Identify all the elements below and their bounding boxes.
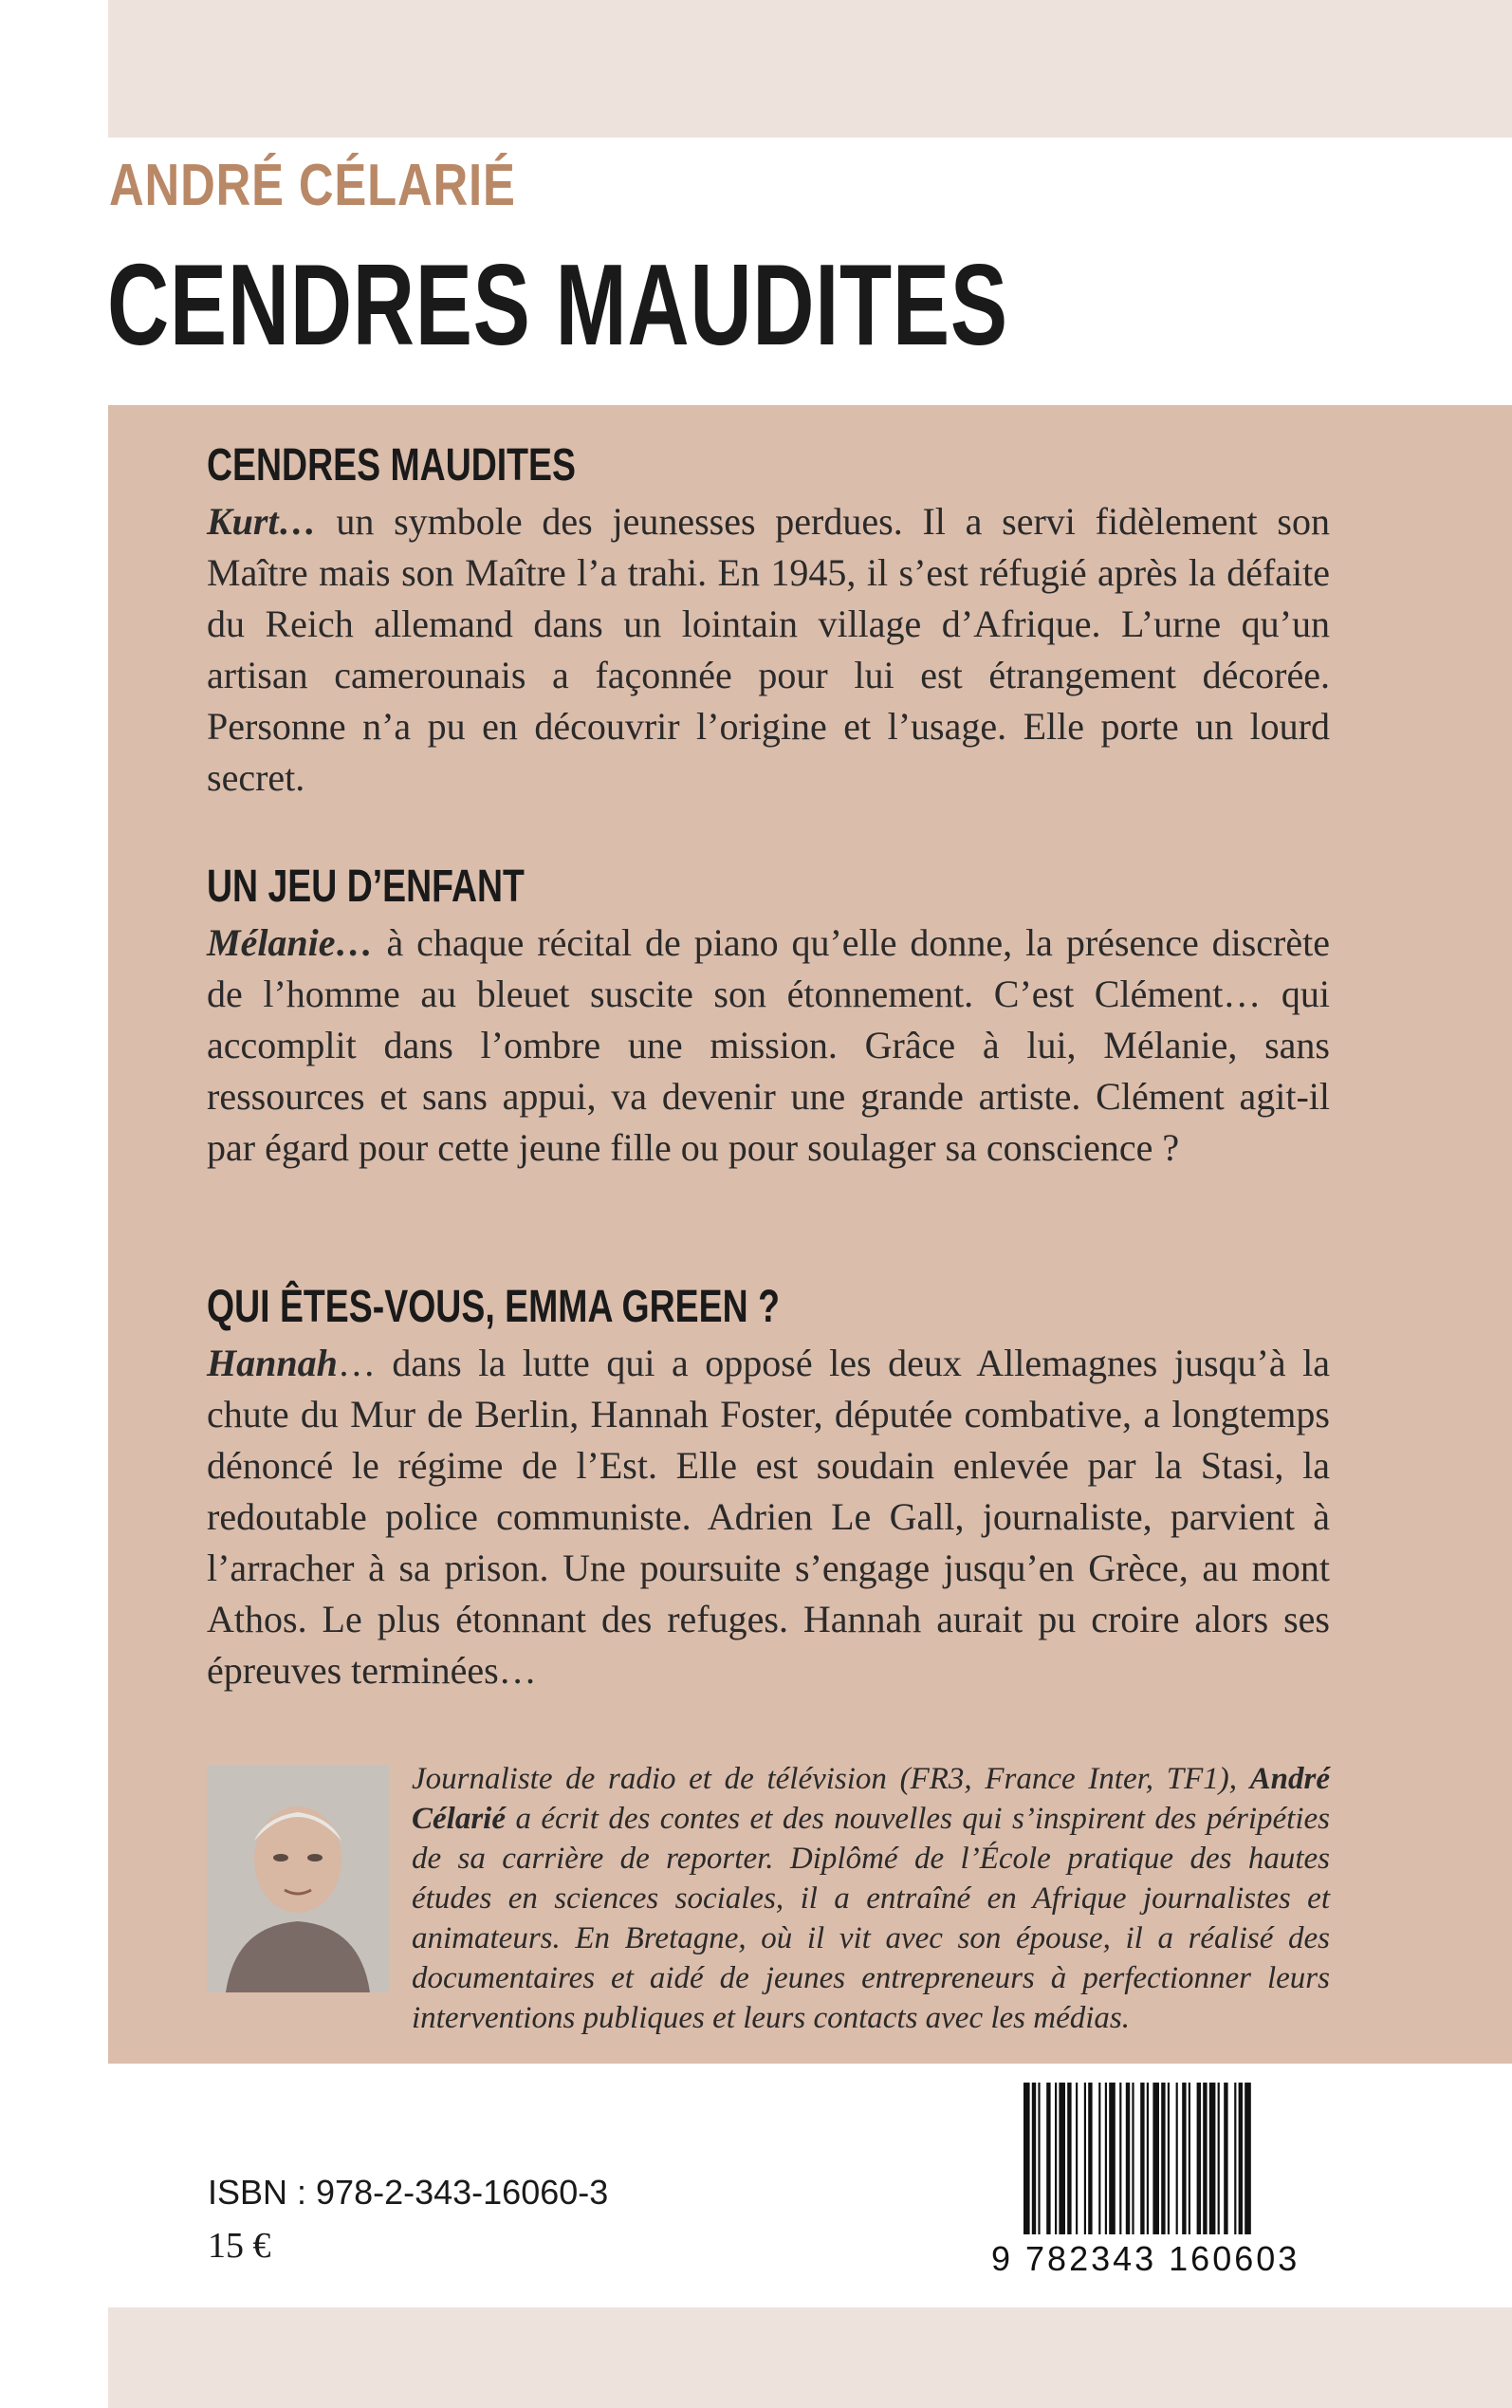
section-heading: UN JEU D’ENFANT	[207, 861, 525, 912]
section-text	[207, 917, 1330, 1174]
section-body: … dans la lutte qui a opposé les deux Allemagnes jusqu’à la chute du Mur de Berlin, Hannah Foster, députée combative, a longtemps dénoncé le régime de l’Est. Elle est soudain enlevée par la Stasi, la redoutable police communiste. Adrien Le Gall, journaliste, parvient à l’arracher à sa prison. Une poursuite s’engage jusqu’en Grèce, au mont Athos. Le plus étonnant des refuges. Hannah aurait pu croire alors ses épreuves terminées…	[207, 1342, 1330, 1692]
author-name: ANDRÉ CÉLARIÉ	[109, 153, 516, 218]
section-heading: QUI ÊTES-VOUS, EMMA GREEN ?	[207, 1282, 780, 1332]
section-body: un symbole des jeunesses perdues. Il a servi fidèlement son Maître mais son Maître l’a trahi. En 1945, il s’est réfugié après la défaite du Reich allemand dans un lointain village d’Afrique. L’urne qu’un artisan camerounais a façonnée pour lui est étrangement décorée. Personne n’a pu en découvrir l’origine et l’usage. Elle porte un lourd secret.	[207, 500, 1330, 799]
section-lead: Hannah	[207, 1342, 338, 1384]
summary-panel	[108, 405, 1512, 2064]
section-text	[207, 1338, 1330, 1696]
bio-intro: Journaliste de radio et de télévision (FR3, France Inter, TF1),	[412, 1762, 1250, 1796]
section-text	[207, 496, 1330, 804]
section-heading: CENDRES MAUDITES	[207, 440, 576, 491]
author-bio	[412, 1759, 1330, 2038]
book-title: CENDRES MAUDITES	[107, 240, 1008, 369]
section-lead: Mélanie…	[207, 921, 374, 964]
bio-rest: a écrit des contes et des nouvelles qui s’inspirent des péripéties de sa carrière de reporter. Diplômé de l’École pratique des hautes études en sciences sociales, il a entraîné en Afrique journalistes et animateurs. En Bretagne, où il vit avec son épouse, il a réalisé des documentaires et aidé de jeunes entrepreneurs à perfectionner leurs interventions publiques et leurs contacts avec les médias.	[412, 1802, 1330, 2035]
section-un-jeu-d-enfant	[207, 861, 1330, 1174]
section-body: à chaque récital de piano qu’elle donne, la présence discrète de l’homme au bleuet suscite son étonnement. C’est Clément… qui accomplit dans l’ombre une mission. Grâce à lui, Mélanie, sans ressources et sans appui, va devenir une grande artiste. Clément agit-il par égard pour cette jeune fille ou pour soulager sa conscience ?	[207, 921, 1330, 1169]
barcode-digits: 9 782343 160603	[991, 2239, 1300, 2278]
bottom-band	[108, 2307, 1512, 2408]
section-cendres-maudites	[207, 439, 1330, 804]
bio-author-name: André Célarié	[412, 1762, 1330, 1836]
author-portrait-icon	[207, 1765, 389, 1992]
section-qui-etes-vous	[207, 1281, 1330, 1696]
isbn: ISBN : 978-2-343-16060-3	[208, 2173, 609, 2212]
author-photo	[207, 1765, 389, 1992]
barcode-bars-icon	[1016, 2083, 1329, 2234]
price: 15 €	[208, 2226, 271, 2266]
section-lead: Kurt…	[207, 500, 317, 543]
top-band	[108, 0, 1512, 138]
